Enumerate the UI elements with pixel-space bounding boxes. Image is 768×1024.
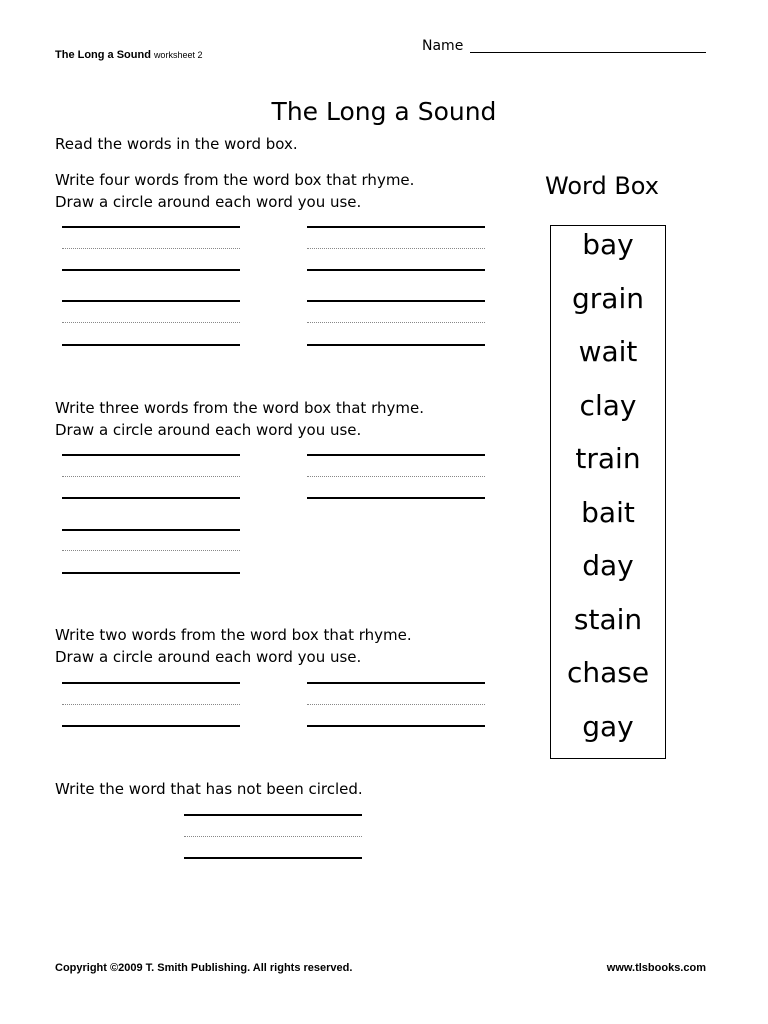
writing-line-mid: [62, 248, 240, 249]
writing-line-base: [62, 344, 240, 346]
writing-line-base: [307, 497, 485, 499]
writing-line-base: [62, 497, 240, 499]
word-box-word: chase: [566, 656, 650, 689]
instruction-section4: Write the word that has not been circled.: [55, 780, 363, 798]
writing-line-base: [307, 344, 485, 346]
word-box-title: Word Box: [545, 172, 659, 200]
writing-line-top[interactable]: [62, 300, 240, 302]
writing-line-mid: [307, 248, 485, 249]
writing-line-mid: [307, 476, 485, 477]
writing-line-base: [307, 269, 485, 271]
writing-line-top[interactable]: [307, 226, 485, 228]
word-box-word: stain: [573, 603, 643, 636]
footer-website[interactable]: www.tlsbooks.com: [606, 962, 706, 974]
writing-line-mid: [62, 476, 240, 477]
name-input-line[interactable]: [470, 52, 706, 53]
instruction-section2-line2: Draw a circle around each word you use.: [55, 421, 362, 439]
writing-line-base: [62, 725, 240, 727]
word-box-word: grain: [572, 282, 644, 315]
instruction-section2-line1: Write three words from the word box that rhyme.: [55, 399, 424, 417]
instruction-section3: [55, 624, 412, 668]
word-box-word: train: [575, 442, 641, 475]
instruction-section3-line2: Draw a circle around each word you use.: [55, 648, 362, 666]
word-box-word: gay: [582, 710, 634, 743]
word-box-word: bay: [582, 228, 634, 261]
instruction-intro: Read the words in the word box.: [55, 135, 298, 153]
header-title: The Long a Sound worksheet 2: [55, 49, 203, 61]
writing-line-top[interactable]: [62, 226, 240, 228]
writing-line-mid: [184, 836, 362, 837]
instruction-section3-line1: Write two words from the word box that rhyme.: [55, 626, 412, 644]
instruction-section1-line1: Write four words from the word box that rhyme.: [55, 171, 415, 189]
writing-line-base: [184, 857, 362, 859]
writing-line-top[interactable]: [62, 529, 240, 531]
writing-line-top[interactable]: [184, 814, 362, 816]
instruction-section1-line2: Draw a circle around each word you use.: [55, 193, 362, 211]
instruction-section1: [55, 169, 414, 213]
writing-line-mid: [307, 704, 485, 705]
writing-line-base: [307, 725, 485, 727]
writing-line-top[interactable]: [307, 300, 485, 302]
header-subtitle: worksheet 2: [153, 50, 203, 60]
writing-line-mid: [62, 704, 240, 705]
writing-line-top[interactable]: [307, 682, 485, 684]
writing-line-base: [62, 572, 240, 574]
word-box: [550, 225, 666, 759]
instruction-section2: [55, 397, 424, 441]
writing-line-base: [62, 269, 240, 271]
writing-line-top[interactable]: [62, 454, 240, 456]
word-box-word: day: [582, 549, 634, 582]
footer-copyright: Copyright ©2009 T. Smith Publishing. All rights reserved.: [55, 962, 353, 974]
word-box-word: wait: [578, 335, 638, 368]
writing-line-top[interactable]: [307, 454, 485, 456]
writing-line-mid: [62, 322, 240, 323]
page-title: The Long a Sound: [271, 97, 497, 126]
word-box-word: bait: [581, 496, 635, 529]
writing-line-mid: [307, 322, 485, 323]
writing-line-mid: [62, 550, 240, 551]
word-box-word: clay: [579, 389, 637, 422]
writing-line-top[interactable]: [62, 682, 240, 684]
name-label: Name: [422, 38, 464, 54]
